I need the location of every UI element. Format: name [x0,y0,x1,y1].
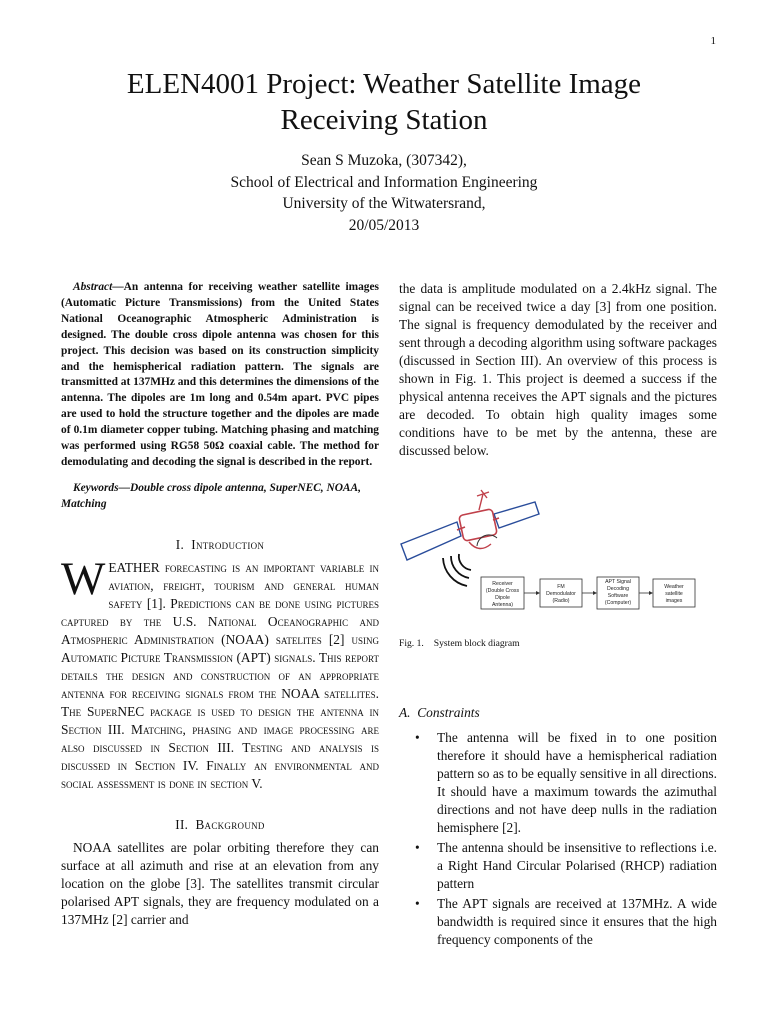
section-title: Introduction [191,536,265,552]
demod-label-1: FM [557,584,565,590]
section-numeral: II. [175,816,189,832]
images-label-2: satellite [665,591,683,597]
list-item [399,895,717,949]
introduction-text: EATHER forecasting is an important variable in aviation, freight, tourism and general human safety [1]. Predictions can be done using pictures captured by the U.S. National Oceanographic and Atmospheric Administration (NOAA) satelites [2] using Automatic Picture Transmission (APT) signals. This report details the design and construction of an appropriate antenna for receiving signals from the NOAA satellites. The SuperNEC package is used to design the antenna in Section III. Matching, phasing and image processing are also discussed in Section III. Testing and analysis is discussed in Section IV. Finally an environmental and social assessment is done in section V. [61,559,379,791]
figure-caption-text: System block diagram [433,638,520,649]
author-university: University of the Witwatersrand, [282,195,486,212]
abstract [61,280,379,471]
paper-title [0,66,768,138]
subsection-title: Constraints [417,705,480,720]
images-label-1: Weather [664,584,684,590]
receiver-label-2: (Double Cross [485,588,520,594]
images-label-3: images [665,598,683,604]
list-item [399,839,717,893]
decoder-label-4: (Computer) [604,600,632,606]
subsection-heading-constraints [399,705,717,721]
section-heading-introduction [61,537,379,553]
list-item [399,729,717,837]
receiver-label-4: Antenna) [491,602,514,608]
system-block-diagram [399,482,717,632]
subsection-label: A. [399,705,411,720]
signal-waves [443,554,471,586]
bullet-icon: • [415,896,420,911]
author-date: 20/05/2013 [348,216,420,234]
abstract-text: An antenna for receiving weather satellite images (Automatic Picture Transmissions) from the United States National Oceanographic Atmospheric Administration is designed. The double cross dipole antenna was chosen for this project. This decision was based on its construction simplicity and the hemispherical radiation pattern. The signals are transmitted at 137MHz and this determines the dimensions of the antenna. The dipoles are 1m long and 0.54m apart. PVC pipes are used to hold the structure together and the dipoles are made of 0.1m diameter copper tubing. Matching phasing and matching was performed using RG58 50Ω coaxial cable. The method for demodulating and decoding the signal is described in the report. [61,281,379,468]
decoder-label-3: Software [607,593,629,599]
demod-label-3: (Radio) [552,598,570,604]
section-title: Background [195,816,265,832]
keywords-text: Double cross dipole antenna, SuperNEC, NOAA, Matching [61,481,361,510]
list-item-text: The APT signals are received at 137MHz. A wide bandwidth is required since it ensures that the high frequency components of the [437,896,717,947]
introduction-paragraph [61,552,379,793]
drop-cap: W [61,552,106,605]
decoder-label-2: Decoding [607,586,629,592]
figure-1 [399,482,717,632]
right-column [399,280,717,951]
author-name: Sean S Muzoka, (307342), [301,152,467,169]
section-heading-background [61,817,379,833]
satellite-illustration [401,490,539,560]
author-school: School of Electrical and Information Engineering [230,173,538,191]
background-paragraph: NOAA satellites are polar orbiting therefore they can surface at all azimuth and rise at an elevation from any location on the globe [3]. The satellites transmit circular polarised APT signals, they are frequency modulated on a 137MHz [2] carrier and [61,839,379,927]
keywords-dash: — [118,481,130,494]
left-column [61,280,379,929]
page-number: 1 [710,35,716,47]
figure-caption-number: Fig. 1. [399,638,424,649]
section-numeral: I. [175,536,185,552]
background-continued-paragraph: the data is amplitude modulated on a 2.4kHz signal. The signal can be received twice a day [3] from one position. The signal is frequency demodulated by the receiver and sent through a decoding algorithm using software packages (discussed in Section III). An overview of this process is shown in Fig. 1. This project is deemed a success if the physical antenna receives the APT signals and the pictures are decoded. To obtain high quality images some conditions have to be met by the antenna, these are discussed below. [399,281,717,458]
receiver-label-1: Receiver [492,581,513,587]
keywords-label: Keywords [73,481,119,494]
list-item-text: The antenna will be fixed in to one position therefore it should have a hemispherical radiation pattern so as to be equally sensitive in all directions. It should have a maximum towards the azimuthal directions and not have deep nulls in the radiation hemisphere [2]. [437,730,717,835]
bullet-icon: • [415,840,420,855]
title-line-2: Receiving Station [280,104,488,136]
figure-caption [399,638,717,649]
block-chain [481,577,695,609]
abstract-dash: — [112,281,124,293]
abstract-label: Abstract [73,281,113,293]
demod-label-2: Demodulator [546,591,576,597]
decoder-label-1: APT Signal [605,579,631,585]
bullet-icon: • [415,730,420,745]
constraints-list [399,729,717,949]
list-item-text: The antenna should be insensitive to reflections i.e. a Right Hand Circular Polarised (RHCP) radiation pattern [437,840,717,891]
keywords [61,481,379,513]
author-block [0,150,768,236]
title-line-1: ELEN4001 Project: Weather Satellite Image [126,68,642,100]
receiver-label-3: Dipole [495,595,510,601]
